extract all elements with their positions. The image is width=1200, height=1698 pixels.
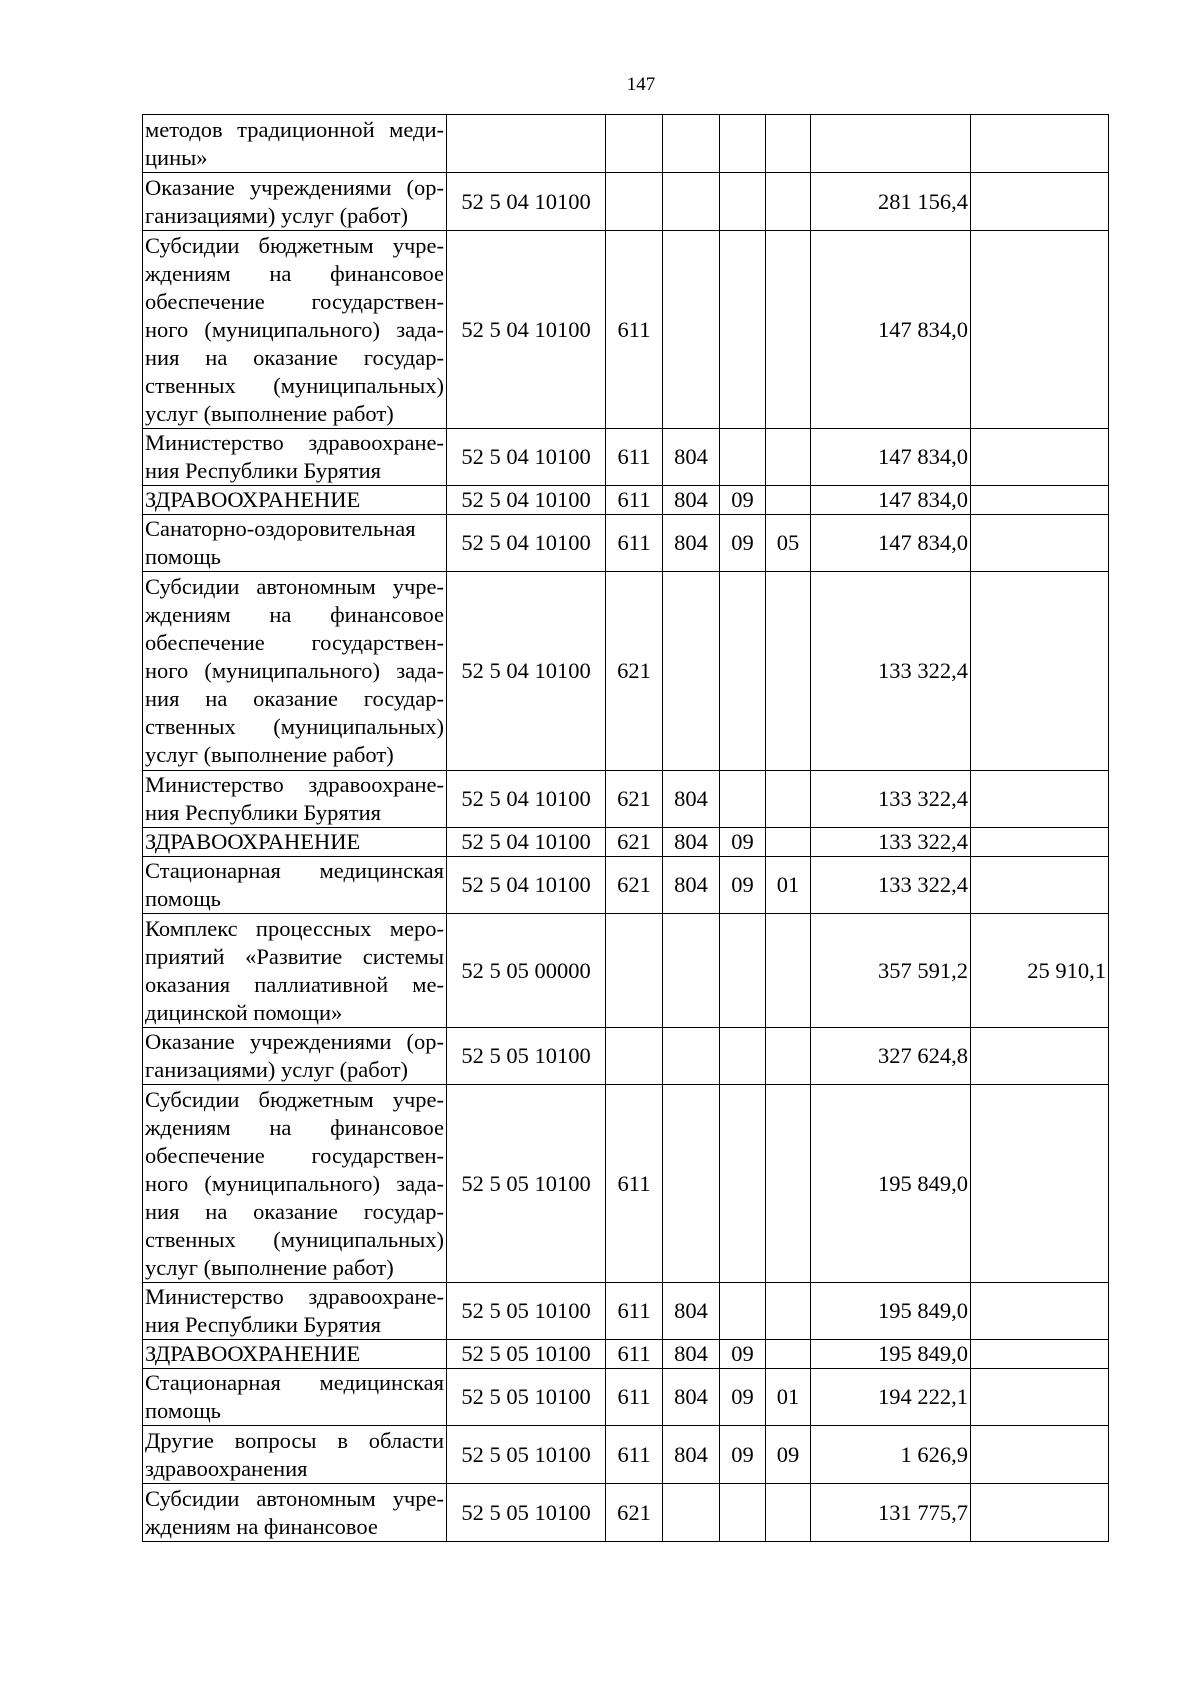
amount-cell: 195 849,0 bbox=[811, 1283, 971, 1340]
federal-amount-cell bbox=[971, 173, 1109, 231]
amount-cell: 195 849,0 bbox=[811, 1085, 971, 1283]
row-name-cell: Министерство здравоохране-ния Республики Бурятия bbox=[143, 771, 447, 828]
target-article-cell bbox=[447, 115, 606, 173]
ministry-code-cell bbox=[663, 914, 720, 1028]
ministry-code-cell: 804 bbox=[663, 771, 720, 828]
row-name-cell: Субсидии бюджетным учре-ждениям на финансовое обеспечение государствен-ного (муниципального) зада-ния на оказание государ-ственных (муниципальных) услуг (выполнение работ) bbox=[143, 1085, 447, 1283]
expense-type-cell bbox=[606, 1028, 663, 1085]
subsection-cell bbox=[766, 1028, 811, 1085]
target-article-cell: 52 5 04 10100 bbox=[447, 173, 606, 231]
federal-amount-cell: 25 910,1 bbox=[971, 914, 1109, 1028]
section-cell: 09 bbox=[720, 486, 766, 515]
expense-type-cell bbox=[606, 914, 663, 1028]
section-cell: 09 bbox=[720, 1426, 766, 1484]
ministry-code-cell: 804 bbox=[663, 828, 720, 857]
subsection-cell bbox=[766, 429, 811, 486]
section-cell: 09 bbox=[720, 1369, 766, 1426]
ministry-code-cell: 804 bbox=[663, 486, 720, 515]
amount-cell: 133 322,4 bbox=[811, 828, 971, 857]
table-row bbox=[143, 1085, 1109, 1283]
expense-type-cell: 611 bbox=[606, 1426, 663, 1484]
budget-table bbox=[142, 114, 1109, 1542]
federal-amount-cell bbox=[971, 1484, 1109, 1542]
ministry-code-cell bbox=[663, 1028, 720, 1085]
section-cell bbox=[720, 1484, 766, 1542]
section-cell: 09 bbox=[720, 515, 766, 572]
target-article-cell: 52 5 04 10100 bbox=[447, 828, 606, 857]
row-name-cell: Министерство здравоохране-ния Республики Бурятия bbox=[143, 429, 447, 486]
section-cell: 09 bbox=[720, 828, 766, 857]
expense-type-cell: 621 bbox=[606, 828, 663, 857]
federal-amount-cell bbox=[971, 1028, 1109, 1085]
ministry-code-cell: 804 bbox=[663, 1426, 720, 1484]
amount-cell: 147 834,0 bbox=[811, 515, 971, 572]
federal-amount-cell bbox=[971, 1283, 1109, 1340]
federal-amount-cell bbox=[971, 572, 1109, 771]
table-row bbox=[143, 914, 1109, 1028]
target-article-cell: 52 5 04 10100 bbox=[447, 572, 606, 771]
table-row bbox=[143, 115, 1109, 173]
target-article-cell: 52 5 05 10100 bbox=[447, 1369, 606, 1426]
subsection-cell bbox=[766, 572, 811, 771]
target-article-cell: 52 5 05 10100 bbox=[447, 1426, 606, 1484]
row-name-cell: Комплекс процессных меро-приятий «Развитие системы оказания паллиативной ме-дицинской помощи» bbox=[143, 914, 447, 1028]
expense-type-cell: 611 bbox=[606, 1283, 663, 1340]
table-row bbox=[143, 1340, 1109, 1369]
target-article-cell: 52 5 04 10100 bbox=[447, 771, 606, 828]
subsection-cell: 05 bbox=[766, 515, 811, 572]
expense-type-cell: 621 bbox=[606, 771, 663, 828]
expense-type-cell: 611 bbox=[606, 429, 663, 486]
table-row bbox=[143, 1484, 1109, 1542]
amount-cell: 281 156,4 bbox=[811, 173, 971, 231]
section-cell bbox=[720, 572, 766, 771]
target-article-cell: 52 5 05 10100 bbox=[447, 1085, 606, 1283]
subsection-cell bbox=[766, 1484, 811, 1542]
expense-type-cell: 621 bbox=[606, 572, 663, 771]
section-cell bbox=[720, 914, 766, 1028]
row-name-cell: методов традиционной меди-цины» bbox=[143, 115, 447, 173]
subsection-cell bbox=[766, 771, 811, 828]
table-body bbox=[143, 115, 1109, 1542]
ministry-code-cell: 804 bbox=[663, 1369, 720, 1426]
row-name-cell: ЗДРАВООХРАНЕНИЕ bbox=[143, 828, 447, 857]
amount-cell bbox=[811, 115, 971, 173]
row-name-cell: Субсидии автономным учре-ждениям на финансовое bbox=[143, 1484, 447, 1542]
expense-type-cell: 611 bbox=[606, 1340, 663, 1369]
ministry-code-cell: 804 bbox=[663, 857, 720, 914]
subsection-cell bbox=[766, 1340, 811, 1369]
section-cell: 09 bbox=[720, 857, 766, 914]
target-article-cell: 52 5 05 10100 bbox=[447, 1283, 606, 1340]
table-row bbox=[143, 173, 1109, 231]
section-cell bbox=[720, 1085, 766, 1283]
ministry-code-cell bbox=[663, 231, 720, 429]
federal-amount-cell bbox=[971, 1369, 1109, 1426]
section-cell bbox=[720, 231, 766, 429]
expense-type-cell: 621 bbox=[606, 857, 663, 914]
amount-cell: 327 624,8 bbox=[811, 1028, 971, 1085]
subsection-cell: 01 bbox=[766, 857, 811, 914]
ministry-code-cell: 804 bbox=[663, 1340, 720, 1369]
amount-cell: 1 626,9 bbox=[811, 1426, 971, 1484]
amount-cell: 133 322,4 bbox=[811, 771, 971, 828]
amount-cell: 147 834,0 bbox=[811, 429, 971, 486]
ministry-code-cell: 804 bbox=[663, 429, 720, 486]
target-article-cell: 52 5 05 10100 bbox=[447, 1028, 606, 1085]
amount-cell: 131 775,7 bbox=[811, 1484, 971, 1542]
expense-type-cell: 611 bbox=[606, 1085, 663, 1283]
row-name-cell: Стационарная медицинская помощь bbox=[143, 1369, 447, 1426]
section-cell: 09 bbox=[720, 1340, 766, 1369]
table-row bbox=[143, 771, 1109, 828]
subsection-cell bbox=[766, 1085, 811, 1283]
subsection-cell bbox=[766, 231, 811, 429]
amount-cell: 195 849,0 bbox=[811, 1340, 971, 1369]
expense-type-cell: 611 bbox=[606, 486, 663, 515]
subsection-cell bbox=[766, 828, 811, 857]
section-cell bbox=[720, 771, 766, 828]
amount-cell: 133 322,4 bbox=[811, 572, 971, 771]
amount-cell: 147 834,0 bbox=[811, 231, 971, 429]
row-name-cell: ЗДРАВООХРАНЕНИЕ bbox=[143, 1340, 447, 1369]
table-row bbox=[143, 828, 1109, 857]
table-row bbox=[143, 572, 1109, 771]
page-number: 147 bbox=[626, 74, 656, 95]
section-cell bbox=[720, 115, 766, 173]
expense-type-cell: 611 bbox=[606, 1369, 663, 1426]
table-row bbox=[143, 1028, 1109, 1085]
ministry-code-cell bbox=[663, 1085, 720, 1283]
subsection-cell bbox=[766, 1283, 811, 1340]
expense-type-cell bbox=[606, 115, 663, 173]
table-row bbox=[143, 515, 1109, 572]
table-row bbox=[143, 231, 1109, 429]
table-row bbox=[143, 1426, 1109, 1484]
target-article-cell: 52 5 04 10100 bbox=[447, 515, 606, 572]
table-row bbox=[143, 857, 1109, 914]
federal-amount-cell bbox=[971, 771, 1109, 828]
ministry-code-cell bbox=[663, 115, 720, 173]
federal-amount-cell bbox=[971, 1426, 1109, 1484]
subsection-cell bbox=[766, 173, 811, 231]
row-name-cell: Стационарная медицинская помощь bbox=[143, 857, 447, 914]
ministry-code-cell bbox=[663, 1484, 720, 1542]
target-article-cell: 52 5 05 00000 bbox=[447, 914, 606, 1028]
subsection-cell bbox=[766, 914, 811, 1028]
amount-cell: 357 591,2 bbox=[811, 914, 971, 1028]
subsection-cell: 01 bbox=[766, 1369, 811, 1426]
subsection-cell bbox=[766, 486, 811, 515]
expense-type-cell bbox=[606, 173, 663, 231]
expense-type-cell: 611 bbox=[606, 231, 663, 429]
amount-cell: 133 322,4 bbox=[811, 857, 971, 914]
target-article-cell: 52 5 05 10100 bbox=[447, 1484, 606, 1542]
row-name-cell: Оказание учреждениями (ор-ганизациями) услуг (работ) bbox=[143, 1028, 447, 1085]
subsection-cell: 09 bbox=[766, 1426, 811, 1484]
ministry-code-cell bbox=[663, 572, 720, 771]
table-row bbox=[143, 1369, 1109, 1426]
amount-cell: 194 222,1 bbox=[811, 1369, 971, 1426]
federal-amount-cell bbox=[971, 515, 1109, 572]
federal-amount-cell bbox=[971, 1085, 1109, 1283]
row-name-cell: Министерство здравоохране-ния Республики Бурятия bbox=[143, 1283, 447, 1340]
row-name-cell: Санаторно-оздоровительная помощь bbox=[143, 515, 447, 572]
row-name-cell: Субсидии автономным учре-ждениям на финансовое обеспечение государствен-ного (муниципального) зада-ния на оказание государ-ственных (муниципальных) услуг (выполнение работ) bbox=[143, 572, 447, 771]
ministry-code-cell: 804 bbox=[663, 515, 720, 572]
federal-amount-cell bbox=[971, 231, 1109, 429]
amount-cell: 147 834,0 bbox=[811, 486, 971, 515]
subsection-cell bbox=[766, 115, 811, 173]
row-name-cell: Другие вопросы в области здравоохранения bbox=[143, 1426, 447, 1484]
target-article-cell: 52 5 04 10100 bbox=[447, 231, 606, 429]
target-article-cell: 52 5 04 10100 bbox=[447, 486, 606, 515]
target-article-cell: 52 5 04 10100 bbox=[447, 857, 606, 914]
federal-amount-cell bbox=[971, 486, 1109, 515]
section-cell bbox=[720, 1283, 766, 1340]
federal-amount-cell bbox=[971, 828, 1109, 857]
row-name-cell: Оказание учреждениями (ор-ганизациями) услуг (работ) bbox=[143, 173, 447, 231]
expense-type-cell: 621 bbox=[606, 1484, 663, 1542]
row-name-cell: ЗДРАВООХРАНЕНИЕ bbox=[143, 486, 447, 515]
section-cell bbox=[720, 1028, 766, 1085]
federal-amount-cell bbox=[971, 429, 1109, 486]
section-cell bbox=[720, 173, 766, 231]
table-row bbox=[143, 486, 1109, 515]
expense-type-cell: 611 bbox=[606, 515, 663, 572]
target-article-cell: 52 5 04 10100 bbox=[447, 429, 606, 486]
table-row bbox=[143, 1283, 1109, 1340]
federal-amount-cell bbox=[971, 857, 1109, 914]
federal-amount-cell bbox=[971, 115, 1109, 173]
ministry-code-cell: 804 bbox=[663, 1283, 720, 1340]
table-row bbox=[143, 429, 1109, 486]
federal-amount-cell bbox=[971, 1340, 1109, 1369]
row-name-cell: Субсидии бюджетным учре-ждениям на финансовое обеспечение государствен-ного (муниципального) зада-ния на оказание государ-ственных (муниципальных) услуг (выполнение работ) bbox=[143, 231, 447, 429]
section-cell bbox=[720, 429, 766, 486]
target-article-cell: 52 5 05 10100 bbox=[447, 1340, 606, 1369]
ministry-code-cell bbox=[663, 173, 720, 231]
